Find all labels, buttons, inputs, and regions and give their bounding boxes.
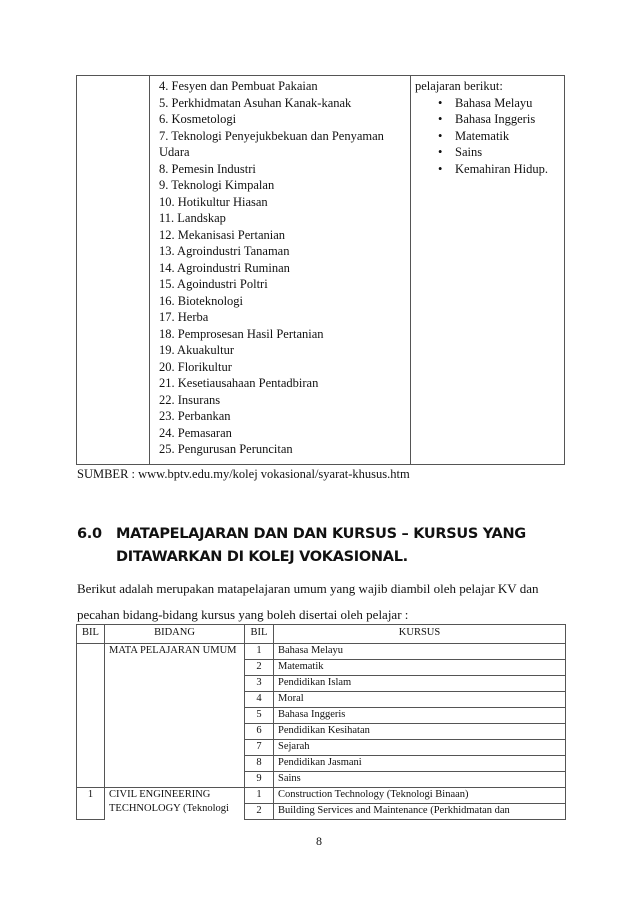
list-item: • Bahasa Melayu xyxy=(438,95,533,110)
list-item: 21. Kesetiausahaan Pentadbiran xyxy=(159,376,319,390)
list-item: 25. Pengurusan Peruncitan xyxy=(159,442,293,456)
table-divider xyxy=(410,76,411,464)
course-list xyxy=(159,78,409,458)
list-item: • Sains xyxy=(438,145,483,159)
list-item: 17. Herba xyxy=(159,310,209,324)
bidang-cell: CIVIL ENGINEERING TECHNOLOGY (Teknologi xyxy=(105,788,245,820)
bidang-cell: MATA PELAJARAN UMUM xyxy=(105,644,245,660)
courses-table xyxy=(76,624,566,820)
header-bil: BIL xyxy=(77,625,105,644)
header-bidang: BIDANG xyxy=(105,625,245,644)
list-item: 24. Pemasaran xyxy=(159,425,232,440)
list-item: 14. Agroindustri Ruminan xyxy=(159,260,290,275)
bil-cell: 7 xyxy=(245,740,274,756)
table-header-row xyxy=(77,625,566,644)
bil-cell: 4 xyxy=(245,692,274,708)
bil-cell: 3 xyxy=(245,676,274,692)
list-item: 6. Kosmetologi xyxy=(159,112,237,126)
kursus-cell: Construction Technology (Teknologi Binaan) xyxy=(274,788,566,804)
kursus-cell: Pendidikan Kesihatan xyxy=(274,724,566,740)
list-item: 16. Bioteknologi xyxy=(159,293,244,308)
bil-cell: 8 xyxy=(245,756,274,772)
table-row xyxy=(77,756,566,772)
section-number: 6.0 xyxy=(77,526,102,542)
table-row xyxy=(77,644,566,660)
bil-cell: 2 xyxy=(245,804,274,820)
table-row xyxy=(77,676,566,692)
list-item: 4. Fesyen dan Pembuat Pakaian xyxy=(159,79,318,93)
kursus-cell: Sejarah xyxy=(274,740,566,756)
list-item: 8. Pemesin Industri xyxy=(159,161,256,176)
subjects-intro: pelajaran berikut: xyxy=(415,79,503,93)
list-item: 10. Hotikultur Hiasan xyxy=(159,194,268,209)
list-item: 23. Perbankan xyxy=(159,409,231,423)
table-row xyxy=(77,692,566,708)
table-row xyxy=(77,788,566,804)
bullet-icon: • xyxy=(438,95,443,110)
source-citation: SUMBER : www.bptv.edu.my/kolej vokasional/syarat-khusus.htm xyxy=(77,467,410,481)
kursus-cell: Moral xyxy=(274,692,566,708)
kursus-cell: Pendidikan Islam xyxy=(274,676,566,692)
kursus-cell: Matematik xyxy=(274,660,566,676)
header-kursus: KURSUS xyxy=(274,625,566,644)
bil-cell: 1 xyxy=(245,644,274,660)
bullet-icon: • xyxy=(438,161,443,176)
section-title: MATAPELAJARAN DAN DAN KURSUS – KURSUS YANG DITAWARKAN DI KOLEJ VOKASIONAL. xyxy=(116,526,526,565)
bil-cell: 5 xyxy=(245,708,274,724)
kursus-cell: Building Services and Maintenance (Perkhidmatan dan xyxy=(274,804,566,820)
bullet-icon: • xyxy=(438,145,443,159)
list-item: 15. Agoindustri Poltri xyxy=(159,277,268,291)
list-item: 11. Landskap xyxy=(159,211,226,225)
kursus-cell: Sains xyxy=(274,772,566,788)
course-requirements-table xyxy=(76,75,565,465)
required-subjects xyxy=(415,78,565,177)
kursus-cell: Bahasa Inggeris xyxy=(274,708,566,724)
table-row xyxy=(77,708,566,724)
page-number: 8 xyxy=(316,834,322,848)
intro-paragraph: Berikut adalah merupakan matapelajaran umum yang wajib diambil oleh pelajar KV dan pecahan bidang-bidang kursus yang boleh disertai oleh pelajar : xyxy=(77,581,539,622)
kursus-cell: Bahasa Melayu xyxy=(274,644,566,660)
list-item: 19. Akuakultur xyxy=(159,343,234,357)
list-item: 7. Teknologi Penyejukbekuan dan Penyaman Udara xyxy=(159,128,384,159)
list-item: 20. Florikultur xyxy=(159,359,232,374)
bil-cell: 6 xyxy=(245,724,274,740)
bullet-icon: • xyxy=(438,112,443,126)
list-item: • Matematik xyxy=(438,128,510,143)
list-item: 5. Perkhidmatan Asuhan Kanak-kanak xyxy=(159,95,352,110)
list-item: 22. Insurans xyxy=(159,392,221,407)
list-item: 9. Teknologi Kimpalan xyxy=(159,178,275,192)
table-divider xyxy=(149,76,150,464)
kursus-cell: Pendidikan Jasmani xyxy=(274,756,566,772)
bil-cell: 9 xyxy=(245,772,274,788)
bil-cell: 1 xyxy=(77,788,105,804)
bil-cell: 2 xyxy=(245,660,274,676)
table-row xyxy=(77,724,566,740)
list-item: 12. Mekanisasi Pertanian xyxy=(159,227,286,242)
header-bil-kursus: BIL xyxy=(245,625,274,644)
list-item: • Kemahiran Hidup. xyxy=(438,161,549,176)
bullet-icon: • xyxy=(438,128,443,143)
list-item: 18. Pemprosesan Hasil Pertanian xyxy=(159,326,324,341)
bil-cell: 1 xyxy=(245,788,274,804)
table-row xyxy=(77,740,566,756)
table-row xyxy=(77,660,566,676)
list-item: • Bahasa Inggeris xyxy=(438,112,536,126)
list-item: 13. Agroindustri Tanaman xyxy=(159,244,290,258)
table-row xyxy=(77,772,566,788)
